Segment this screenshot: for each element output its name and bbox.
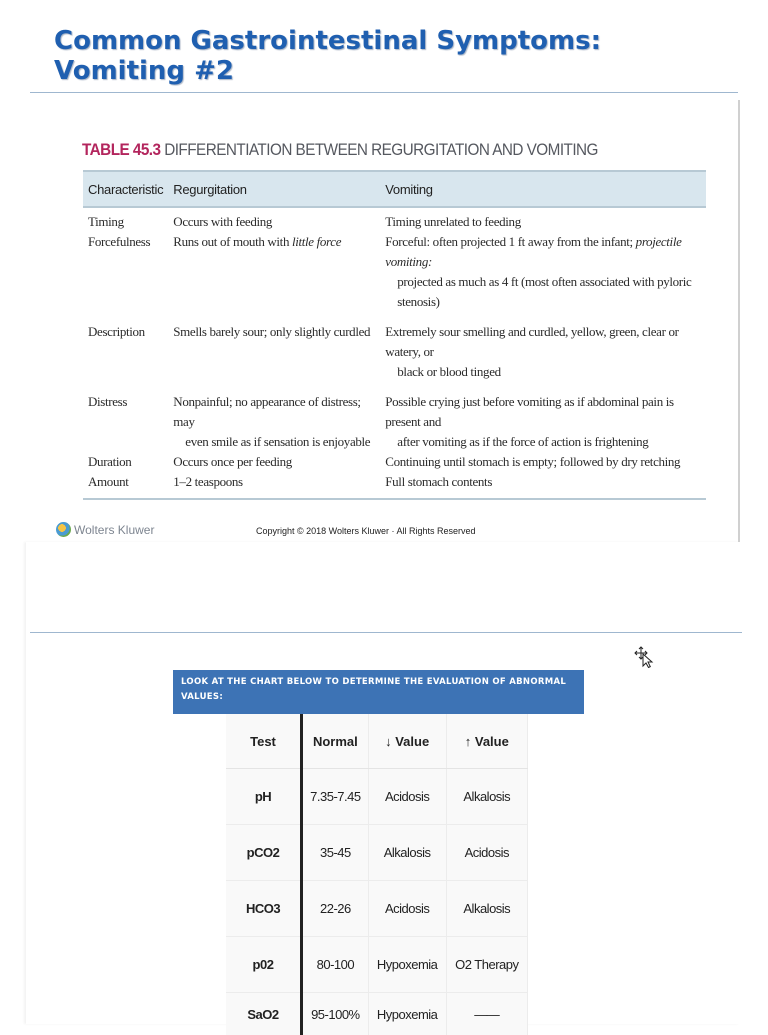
test-name: HCO3 xyxy=(226,881,302,937)
table-row xyxy=(226,769,528,825)
row-regurgitation: Occurs with feeding xyxy=(168,207,380,232)
vomiting-text: Forceful: often projected 1 ft away from the infant; xyxy=(385,234,635,249)
row-vomiting: Full stomach contents xyxy=(380,472,706,499)
header-high-value: ↑ Value xyxy=(446,714,527,769)
instruction-banner: LOOK AT THE CHART BELOW TO DETERMINE THE EVALUATION OF ABNORMAL VALUES: xyxy=(173,670,584,714)
lower-divider xyxy=(30,632,742,633)
vomiting-continuation: black or blood tinged xyxy=(385,362,701,382)
vomiting-continuation: projected as much as 4 ft (most often associated with pyloric stenosis) xyxy=(385,272,701,312)
vomiting-text: Extremely sour smelling and curdled, yellow, green, clear or watery, or xyxy=(385,324,678,359)
high-value-result: Alkalosis xyxy=(446,769,527,825)
normal-range: 80-100 xyxy=(302,937,369,993)
row-characteristic: Amount xyxy=(83,472,168,499)
test-name: SaO2 xyxy=(226,993,302,1035)
row-vomiting xyxy=(380,312,706,382)
test-name: p02 xyxy=(226,937,302,993)
row-characteristic: Duration xyxy=(83,452,168,472)
low-value-result: Hypoxemia xyxy=(368,993,446,1035)
row-vomiting: Continuing until stomach is empty; followed by dry retching xyxy=(380,452,706,472)
table-caption xyxy=(82,140,658,160)
move-cursor-icon xyxy=(634,646,656,668)
vomiting-emphasis: projectile vomiting: xyxy=(385,234,681,269)
normal-range: 35-45 xyxy=(302,825,369,881)
table-row xyxy=(83,312,706,382)
high-value-result: O2 Therapy xyxy=(446,937,527,993)
header-test: Test xyxy=(226,714,302,769)
normal-range: 22-26 xyxy=(302,881,369,937)
row-characteristic: Forcefulness xyxy=(83,232,168,312)
row-characteristic: Distress xyxy=(83,382,168,452)
abg-values-table xyxy=(226,714,528,1035)
low-value-result: Acidosis xyxy=(368,881,446,937)
table-number: TABLE 45.3 xyxy=(82,140,160,159)
vomiting-text: Possible crying just before vomiting as if abdominal pain is present and xyxy=(385,394,673,429)
table-row xyxy=(226,993,528,1035)
table-row xyxy=(83,382,706,452)
normal-range: 7.35-7.45 xyxy=(302,769,369,825)
row-characteristic: Description xyxy=(83,312,168,382)
slide-title-line-2: Vomiting #2 xyxy=(54,56,734,86)
table-header-row xyxy=(83,171,706,207)
abg-header-row xyxy=(226,714,528,769)
row-regurgitation: 1–2 teaspoons xyxy=(168,472,380,499)
slide-title-line-1: Common Gastrointestinal Symptoms: xyxy=(54,26,734,56)
low-value-result: Hypoxemia xyxy=(368,937,446,993)
table-row xyxy=(83,472,706,499)
regurgitation-continuation: even smile as if sensation is enjoyable xyxy=(173,432,375,452)
high-value-result: —— xyxy=(446,993,527,1035)
normal-range: 95-100% xyxy=(302,993,369,1035)
header-characteristic: Characteristic xyxy=(83,171,168,207)
low-value-result: Alkalosis xyxy=(368,825,446,881)
test-name: pH xyxy=(226,769,302,825)
logo-text: Wolters Kluwer xyxy=(74,523,154,537)
test-name: pCO2 xyxy=(226,825,302,881)
publisher-logo xyxy=(56,522,154,537)
row-regurgitation xyxy=(168,232,380,312)
table-row xyxy=(83,452,706,472)
table-row xyxy=(83,207,706,232)
table-row xyxy=(226,825,528,881)
row-regurgitation xyxy=(168,382,380,452)
header-regurgitation: Regurgitation xyxy=(168,171,380,207)
table-caption-text: DIFFERENTIATION BETWEEN REGURGITATION AND VOMITING xyxy=(164,140,598,159)
table-row xyxy=(226,937,528,993)
slide-edge xyxy=(738,100,740,542)
differentiation-table xyxy=(83,170,706,500)
regurgitation-text: Nonpainful; no appearance of distress; may xyxy=(173,394,360,429)
table-row xyxy=(83,232,706,312)
row-vomiting xyxy=(380,382,706,452)
header-low-value: ↓ Value xyxy=(368,714,446,769)
regurgitation-emphasis: little force xyxy=(292,234,341,249)
slide-title xyxy=(54,26,734,86)
high-value-result: Alkalosis xyxy=(446,881,527,937)
regurgitation-text: Runs out of mouth with xyxy=(173,234,292,249)
header-vomiting: Vomiting xyxy=(380,171,706,207)
row-regurgitation: Smells barely sour; only slightly curdled xyxy=(168,312,380,382)
copyright-notice: Copyright © 2018 Wolters Kluwer · All Rights Reserved xyxy=(256,526,476,536)
low-value-result: Acidosis xyxy=(368,769,446,825)
header-normal: Normal xyxy=(302,714,369,769)
row-characteristic: Timing xyxy=(83,207,168,232)
title-divider xyxy=(30,92,738,93)
table-row xyxy=(226,881,528,937)
wolters-kluwer-logo-icon xyxy=(56,522,71,537)
row-vomiting xyxy=(380,232,706,312)
row-regurgitation: Occurs once per feeding xyxy=(168,452,380,472)
vomiting-continuation: after vomiting as if the force of action is frightening xyxy=(385,432,701,452)
row-vomiting: Timing unrelated to feeding xyxy=(380,207,706,232)
high-value-result: Acidosis xyxy=(446,825,527,881)
